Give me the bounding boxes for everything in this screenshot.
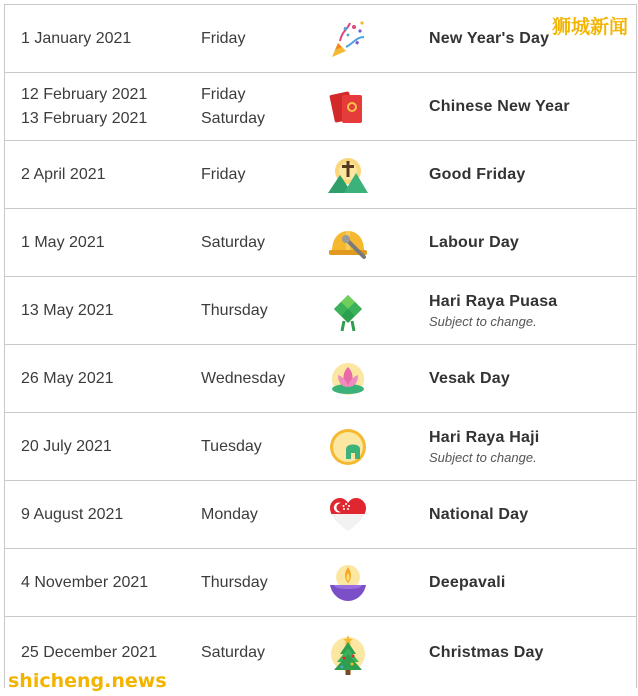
watermark-url: shicheng.news (8, 670, 167, 692)
holiday-name-cell (429, 277, 629, 344)
date-cell (21, 73, 196, 140)
day-cell (201, 413, 321, 480)
table-row (5, 413, 636, 481)
holiday-name: New Year's Day (429, 29, 550, 47)
holiday-name-cell (429, 413, 629, 480)
holiday-name-cell (429, 209, 629, 276)
day-cell (201, 5, 321, 72)
date-text: 12 February 2021 (21, 85, 148, 103)
day-cell (201, 73, 321, 140)
holiday-name: Vesak Day (429, 369, 510, 387)
holiday-note: Subject to change. (429, 313, 537, 329)
day-text: Monday (201, 505, 258, 523)
table-row (5, 141, 636, 209)
date-text: 2 April 2021 (21, 165, 106, 183)
date-cell (21, 209, 196, 276)
ketupat-icon (325, 277, 371, 344)
holiday-name: Labour Day (429, 233, 520, 251)
date-cell (21, 345, 196, 412)
holiday-name-cell (429, 73, 629, 140)
holiday-name-cell (429, 549, 629, 616)
table-row (5, 209, 636, 277)
date-text: 1 January 2021 (21, 29, 132, 47)
table-row (5, 277, 636, 345)
table-row (5, 73, 636, 141)
holiday-name: Hari Raya Puasa (429, 292, 558, 310)
date-cell (21, 277, 196, 344)
holiday-name: Good Friday (429, 165, 526, 183)
date-text: 20 July 2021 (21, 437, 112, 455)
day-cell (201, 345, 321, 412)
date-cell (21, 481, 196, 548)
date-text: 9 August 2021 (21, 505, 124, 523)
day-text: Friday (201, 29, 246, 47)
day-cell (201, 277, 321, 344)
date-cell (21, 549, 196, 616)
holiday-name: Hari Raya Haji (429, 428, 540, 446)
holiday-table (4, 4, 637, 688)
date-text: 13 May 2021 (21, 301, 114, 319)
date-text: 4 November 2021 (21, 573, 149, 591)
holiday-name: Deepavali (429, 573, 506, 591)
holiday-name-cell (429, 617, 629, 688)
holiday-name: National Day (429, 505, 529, 523)
date-cell (21, 5, 196, 72)
day-text: Wednesday (201, 369, 286, 387)
holiday-name-cell (429, 141, 629, 208)
date-cell (21, 141, 196, 208)
table-row (5, 549, 636, 617)
day-text: Thursday (201, 301, 268, 319)
holiday-name-cell (429, 481, 629, 548)
day-text: Friday (201, 85, 246, 103)
holiday-note: Subject to change. (429, 449, 537, 465)
day-cell (201, 481, 321, 548)
diya-lamp-icon (325, 549, 371, 616)
day-cell (201, 141, 321, 208)
day-cell (201, 549, 321, 616)
day-cell (201, 617, 321, 688)
date-cell (21, 413, 196, 480)
holiday-name-cell (429, 345, 629, 412)
watermark-chinese: 狮城新闻 (551, 16, 628, 38)
date-text: 26 May 2021 (21, 369, 114, 387)
holiday-name: Christmas Day (429, 643, 544, 661)
red-packet-icon (325, 73, 371, 140)
day-text: Thursday (201, 573, 268, 591)
table-row (5, 481, 636, 549)
date-text: 13 February 2021 (21, 109, 148, 127)
cross-hill-icon (325, 141, 371, 208)
holiday-name: Chinese New Year (429, 97, 570, 115)
table-row (5, 345, 636, 413)
day-text: Saturday (201, 233, 266, 251)
table-row (5, 5, 636, 73)
day-text: Friday (201, 165, 246, 183)
day-text: Saturday (201, 109, 266, 127)
christmas-tree-icon (325, 617, 371, 688)
party-popper-icon (325, 5, 371, 72)
lotus-icon (325, 345, 371, 412)
day-text: Saturday (201, 643, 266, 661)
singapore-heart-icon (325, 481, 371, 548)
crescent-mosque-icon (325, 413, 371, 480)
day-cell (201, 209, 321, 276)
date-text: 25 December 2021 (21, 643, 158, 661)
hard-hat-icon (325, 209, 371, 276)
date-text: 1 May 2021 (21, 233, 105, 251)
day-text: Tuesday (201, 437, 262, 455)
